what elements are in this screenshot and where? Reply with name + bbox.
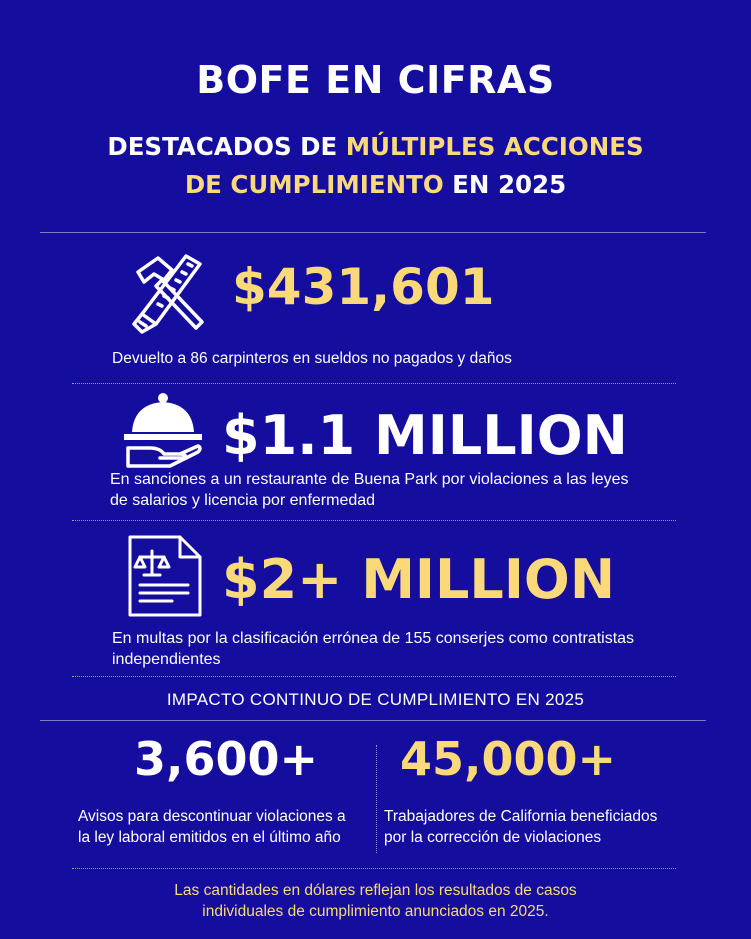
subtitle-highlight-1: MÚLTIPLES ACCIONES xyxy=(345,132,644,161)
stat-workers-description xyxy=(384,806,657,848)
stat-workers-line-1: Trabajadores de California beneficiados xyxy=(384,808,658,825)
description-restaurant-line-1: En sanciones a un restaurante de Buena Park por violaciones a las leyes xyxy=(110,471,629,488)
page-title: BOFE EN CIFRAS xyxy=(196,58,555,102)
header-divider xyxy=(40,232,706,233)
divider-footer xyxy=(72,868,676,869)
impact-heading: IMPACTO CONTINUO DE CUMPLIMIENTO EN 2025 xyxy=(166,690,585,709)
subtitle-line-1 xyxy=(0,128,751,166)
page-subtitle xyxy=(0,128,751,204)
stats-divider xyxy=(376,745,377,853)
subtitle-line-2 xyxy=(0,166,751,204)
description-janitors-line-1: En multas por la clasificación errónea de 155 conserjes como contratistas xyxy=(112,630,635,647)
subtitle-prefix: DESTACADOS DE xyxy=(107,132,346,161)
description-janitors-line-2: independientes xyxy=(112,651,221,668)
description-carpenters: Devuelto a 86 carpinteros en sueldos no pagados y daños xyxy=(112,350,512,367)
amount-restaurant: $1.1 MILLION xyxy=(222,404,628,467)
impact-divider xyxy=(40,720,706,721)
amount-janitors: $2+ MILLION xyxy=(222,548,616,611)
stat-notices-line-2: la ley laboral emitidos en el último año xyxy=(78,829,341,846)
stat-workers-line-2: por la corrección de violaciones xyxy=(384,829,602,846)
stat-notices-value: 3,600+ xyxy=(133,732,319,786)
subtitle-highlight-2: DE CUMPLIMIENTO xyxy=(184,170,444,199)
divider-2 xyxy=(72,520,676,521)
stat-notices-description xyxy=(78,806,346,848)
description-restaurant xyxy=(110,469,629,511)
description-janitors xyxy=(112,628,634,670)
divider-1 xyxy=(72,383,676,384)
description-restaurant-line-2: de salarios y licencia por enfermedad xyxy=(110,492,376,509)
amount-carpenters: $431,601 xyxy=(232,258,495,316)
footer-line-2: individuales de cumplimiento anunciados en 2025. xyxy=(202,903,549,920)
serving-cloche-icon xyxy=(120,392,206,470)
stat-notices-line-1: Avisos para descontinuar violaciones a xyxy=(78,808,346,825)
subtitle-suffix: EN 2025 xyxy=(443,170,567,199)
divider-3 xyxy=(72,676,676,677)
footer-line-1: Las cantidades en dólares reflejan los resultados de casos xyxy=(174,882,577,899)
stat-workers-value: 45,000+ xyxy=(399,732,617,786)
legal-document-icon xyxy=(124,533,208,619)
footer-note xyxy=(0,880,751,922)
hammer-saw-icon xyxy=(128,250,212,334)
